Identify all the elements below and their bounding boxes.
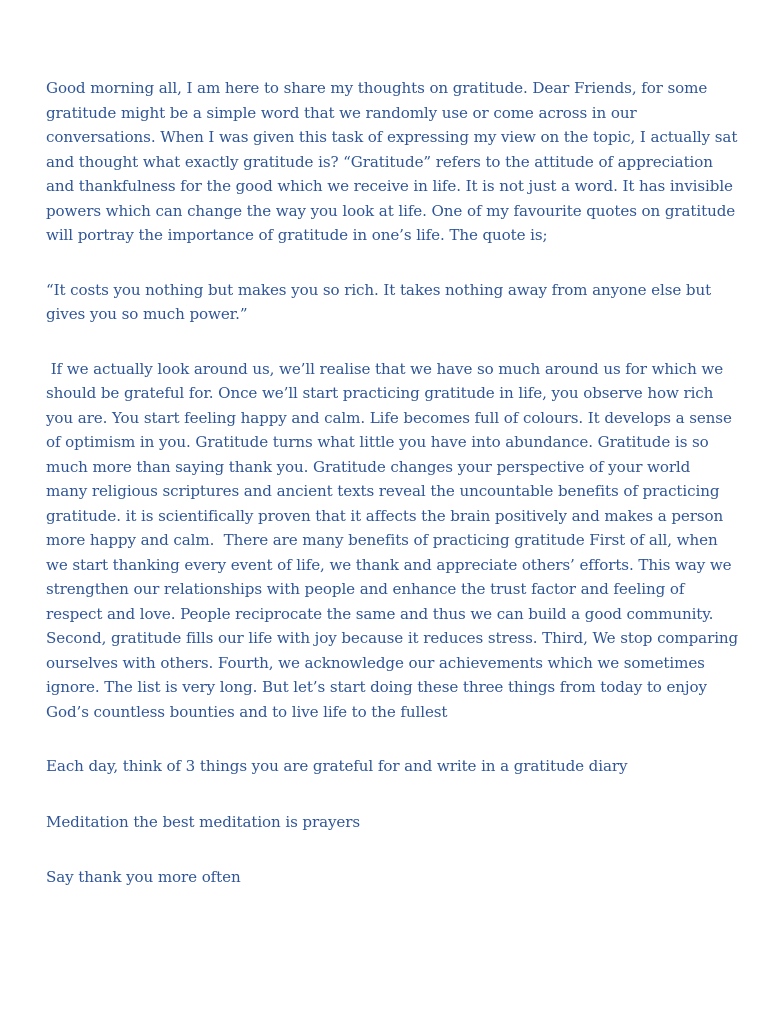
text-line: we start thanking every event of life, we thank and appreciate others’ efforts. This way we	[46, 555, 732, 574]
text-line: God’s countless bounties and to live life to the fullest	[46, 702, 448, 721]
text-line: Say thank you more often	[46, 868, 241, 886]
text-line: and thought what exactly gratitude is? “Gratitude” refers to the attitude of appreciation	[46, 152, 713, 171]
text-line: gives you so much power.”	[46, 305, 248, 323]
text-line: “It costs you nothing but makes you so rich. It takes nothing away from anyone else but	[46, 280, 712, 299]
text-line: will portray the importance of gratitude in one’s life. The quote is;	[46, 226, 548, 244]
text-line: of optimism in you. Gratitude turns what little you have into abundance. Gratitude is so	[46, 433, 709, 451]
text-line: Each day, think of 3 things you are grateful for and write in a gratitude diary	[46, 757, 628, 775]
paragraph-tip-thank-you	[46, 865, 736, 890]
text-line: much more than saying thank you. Gratitude changes your perspective of your world	[46, 457, 691, 476]
text-line: should be grateful for. Once we’ll start practicing gratitude in life, you observe how rich	[46, 384, 714, 402]
paragraph-tip-diary	[46, 754, 736, 779]
text-line: ourselves with others. Fourth, we acknowledge our achievements which we sometimes	[46, 653, 705, 672]
text-line: respect and love. People reciprocate the same and thus we can build a good community.	[46, 604, 714, 623]
paragraph-body	[46, 357, 739, 725]
text-line: ignore. The list is very long. But let’s start doing these three things from today to enjoy	[46, 678, 707, 696]
text-line: powers which can change the way you look at life. One of my favourite quotes on gratitude	[46, 201, 736, 220]
paragraph-quote	[46, 278, 736, 327]
text-line: gratitude might be a simple word that we randomly use or come across in our	[46, 103, 637, 122]
text-line: more happy and calm. There are many benefits of practicing gratitude First of all, when	[46, 531, 718, 549]
text-line: If we actually look around us, we’ll realise that we have so much around us for which we	[46, 359, 724, 378]
paragraph-intro	[46, 76, 736, 248]
text-line: you are. You start feeling happy and calm. Life becomes full of colours. It develops a sense	[46, 408, 732, 427]
paragraph-tip-meditation	[46, 810, 736, 835]
text-line: Second, gratitude fills our life with joy because it reduces stress. Third, We stop comparing	[46, 629, 739, 647]
text-line: and thankfulness for the good which we receive in life. It is not just a word. It has invisible	[46, 177, 733, 195]
text-line: Good morning all, I am here to share my thoughts on gratitude. Dear Friends, for some	[46, 79, 708, 97]
document-page	[46, 76, 739, 921]
text-line: conversations. When I was given this task of expressing my view on the topic, I actually sat	[46, 128, 738, 146]
text-line: many religious scriptures and ancient texts reveal the uncountable benefits of practicing	[46, 482, 720, 500]
text-line: Meditation the best meditation is prayers	[46, 812, 361, 831]
text-line: strengthen our relationships with people and enhance the trust factor and feeling of	[46, 580, 685, 598]
text-line: gratitude. it is scientifically proven that it affects the brain positively and makes a person	[46, 506, 724, 525]
